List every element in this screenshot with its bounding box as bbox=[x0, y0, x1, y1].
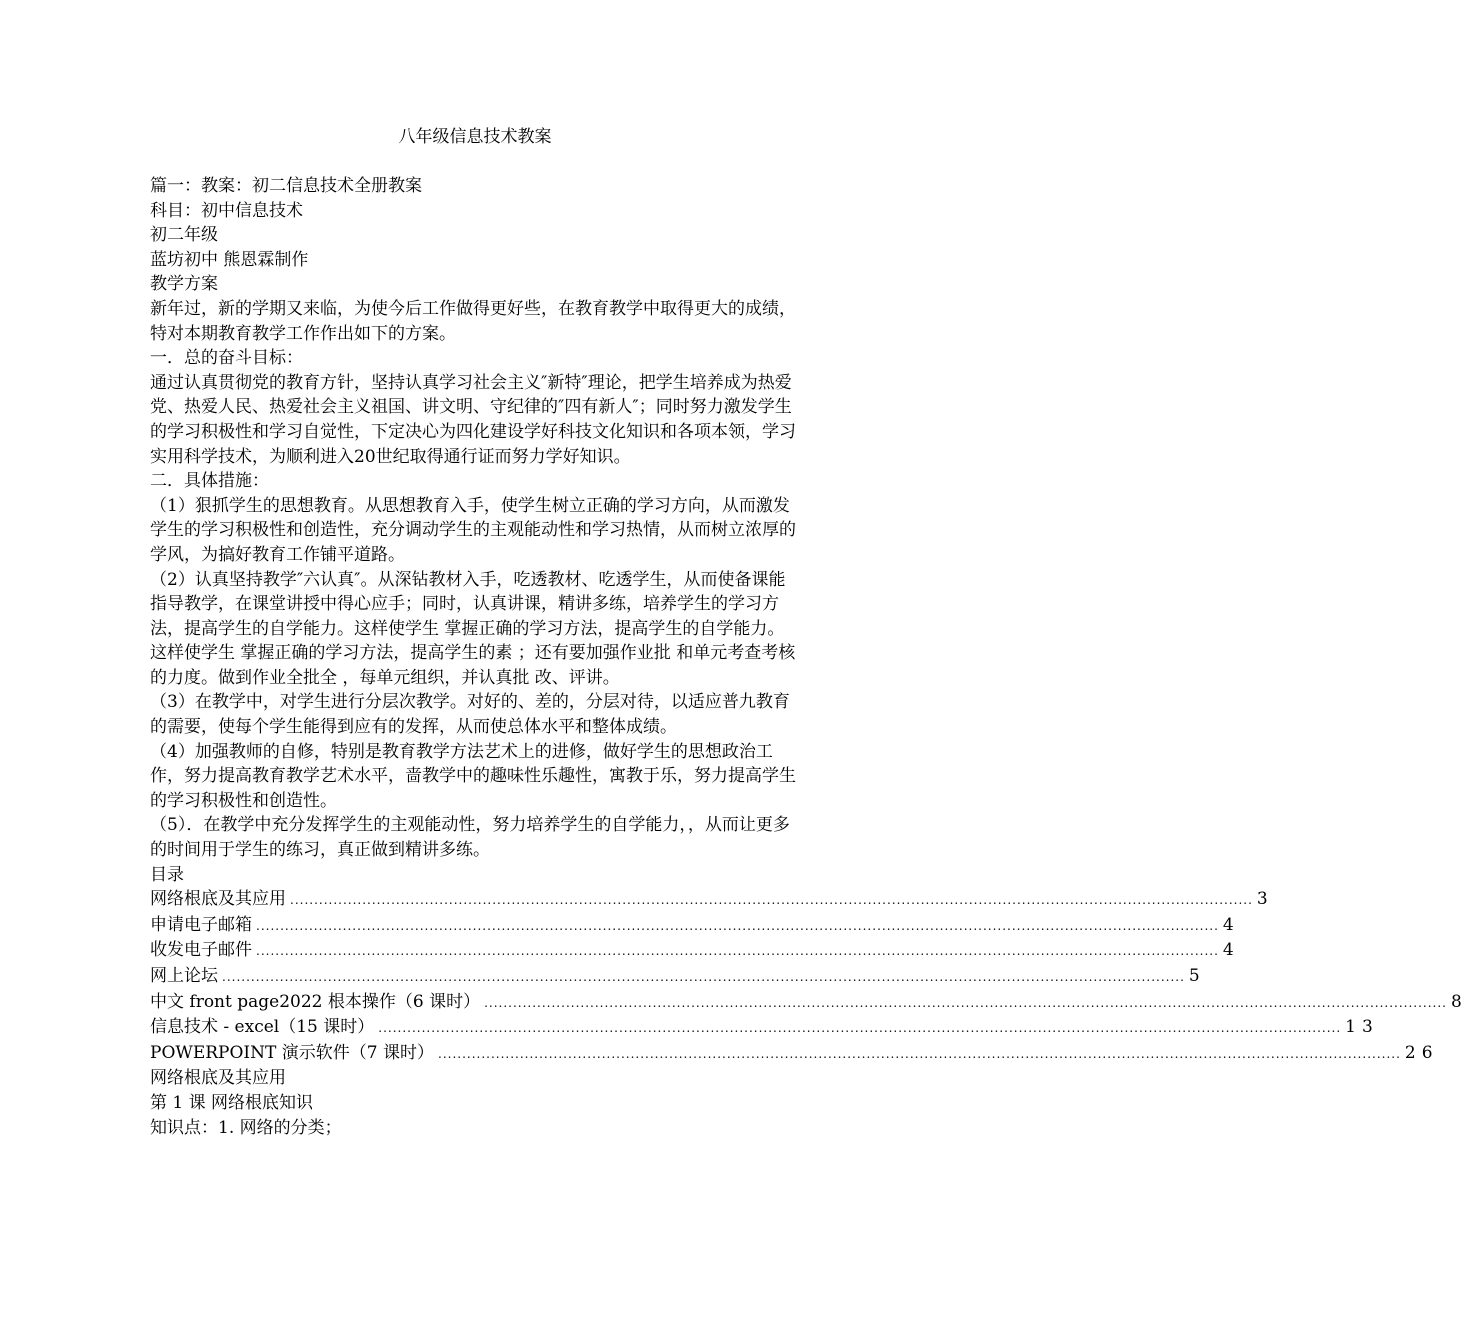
toc-entry-page: 5 bbox=[1188, 966, 1200, 986]
document-title: 八年级信息技术教案 bbox=[398, 127, 552, 147]
toc-leader: ........................................................................................................................................................................................................ bbox=[256, 918, 1219, 933]
paragraph: 新年过，新的学期又来临，为使今后工作做得更好些，在教育教学中取得更大的成绩，特对本期教育教学工作作出如下的方案。 bbox=[150, 298, 796, 344]
paragraph: 教学方案 bbox=[150, 274, 218, 295]
toc-entry-page: 4 bbox=[1222, 940, 1234, 961]
paragraph: 一．总的奋斗目标： bbox=[150, 348, 303, 369]
toc-entry-title: 收发电子邮件 bbox=[150, 940, 252, 961]
lesson-heading: 第 1 课 网络根底知识 bbox=[150, 1092, 314, 1113]
toc-entry-page: 8 bbox=[1450, 991, 1462, 1012]
toc-leader: ........................................................................................................................................................................................................ bbox=[222, 970, 1185, 984]
toc-heading: 目录 bbox=[150, 864, 184, 885]
knowledge-point: 知识点：1. 网络的分类； bbox=[150, 1117, 342, 1138]
toc-entry-page: 26 bbox=[1404, 1042, 1439, 1063]
toc-entry-page: 3 bbox=[1256, 889, 1268, 910]
paragraph: 初二年级 bbox=[150, 225, 218, 246]
paragraph: （2）认真坚持教学″六认真″。从深钻教材入手，吃透教材、吃透学生，从而使备课能指导教学，在课堂讲授中得心应手；同时，认真讲课，精讲多练，培养学生的学习方法，提高学生的自学能力。这样使学生 掌握正确的学习方法，提高学生的自学能力。这样使学生 掌握正确的学习方法，提高学生的素 ；还有要加强作业批 和单元考查考核的力度。做到作业全批全 ，每单元组织，并认真批 改、评讲。 bbox=[150, 569, 796, 688]
toc-entry[interactable] bbox=[150, 887, 1268, 913]
paragraph: 篇一：教案：初二信息技术全册教案 bbox=[150, 176, 422, 196]
paragraph: 通过认真贯彻党的教育方针，坚持认真学习社会主义″新特″理论，把学生培养成为热爱党、热爱人民、热爱社会主义祖国、讲文明、守纪律的″四有新人″；同时努力激发学生的学习积极性和学习自觉性，下定决心为四化建设学好科技文化知识和各项本领，学习实用科学技术，为顺利进入20世纪取得通行证而努力学好知识。 bbox=[150, 372, 796, 467]
toc-entry-title: 中文 front page2022 根本操作（6 课时） bbox=[150, 991, 481, 1012]
section-heading: 网络根底及其应用 bbox=[150, 1068, 286, 1089]
toc-entry[interactable] bbox=[150, 938, 1234, 964]
toc-leader: ........................................................................................................................................................................................................ bbox=[256, 944, 1219, 959]
toc-leader: ........................................................................................................................................................................................................ bbox=[484, 995, 1447, 1010]
paragraph: （1）狠抓学生的思想教育。从思想教育入手，使学生树立正确的学习方向，从而激发学生的学习积极性和创造性，充分调动学生的主观能动性和学习热情，从而树立浓厚的学风，为搞好教育工作铺平道路。 bbox=[150, 495, 796, 565]
toc-entry-title: 网络根底及其应用 bbox=[150, 889, 286, 910]
toc-entry-page: 13 bbox=[1345, 1017, 1379, 1038]
toc-leader: ........................................................................................................................................................................................................ bbox=[290, 893, 1253, 908]
toc-entry[interactable] bbox=[150, 1015, 1379, 1041]
toc-leader: ........................................................................................................................................................................................................ bbox=[438, 1046, 1401, 1061]
paragraph: 科目：初中信息技术 bbox=[150, 200, 303, 221]
toc-entry-title: 申请电子邮箱 bbox=[150, 914, 252, 935]
document-body bbox=[150, 174, 1462, 1140]
toc-entry-title: 信息技术 - excel（15 课时） bbox=[150, 1017, 375, 1038]
toc-entry-title: 网上论坛 bbox=[150, 966, 218, 986]
toc-entry[interactable] bbox=[150, 964, 1200, 990]
paragraph: （3）在教学中，对学生进行分层次教学。对好的、差的，分层对待，以适应普九教育的需要，使每个学生能得到应有的发挥，从而使总体水平和整体成绩。 bbox=[150, 692, 790, 738]
toc-entry[interactable] bbox=[150, 1041, 1439, 1067]
toc-entry[interactable] bbox=[150, 990, 1462, 1016]
paragraph: （4）加强教师的自修，特别是教育教学方法艺术上的进修，做好学生的思想政治工作，努力提高教育教学艺术水平，啬教学中的趣味性乐趣性，寓教于乐，努力提高学生的学习积极性和创造性。 bbox=[150, 741, 796, 811]
toc-leader: ........................................................................................................................................................................................................ bbox=[378, 1021, 1342, 1036]
paragraph: 蓝坊初中 熊恩霖制作 bbox=[150, 249, 309, 270]
toc-entry-page: 4 bbox=[1222, 914, 1234, 935]
toc-entry-title: POWERPOINT 演示软件（7 课时） bbox=[150, 1042, 434, 1063]
paragraph: 二．具体措施： bbox=[150, 471, 269, 492]
toc-entry[interactable] bbox=[150, 913, 1234, 939]
paragraph: （5）．在教学中充分发挥学生的主观能动性，努力培养学生的自学能力，，从而让更多的时间用于学生的练习，真正做到精讲多练。 bbox=[150, 815, 790, 861]
table-of-contents bbox=[150, 887, 1462, 1066]
